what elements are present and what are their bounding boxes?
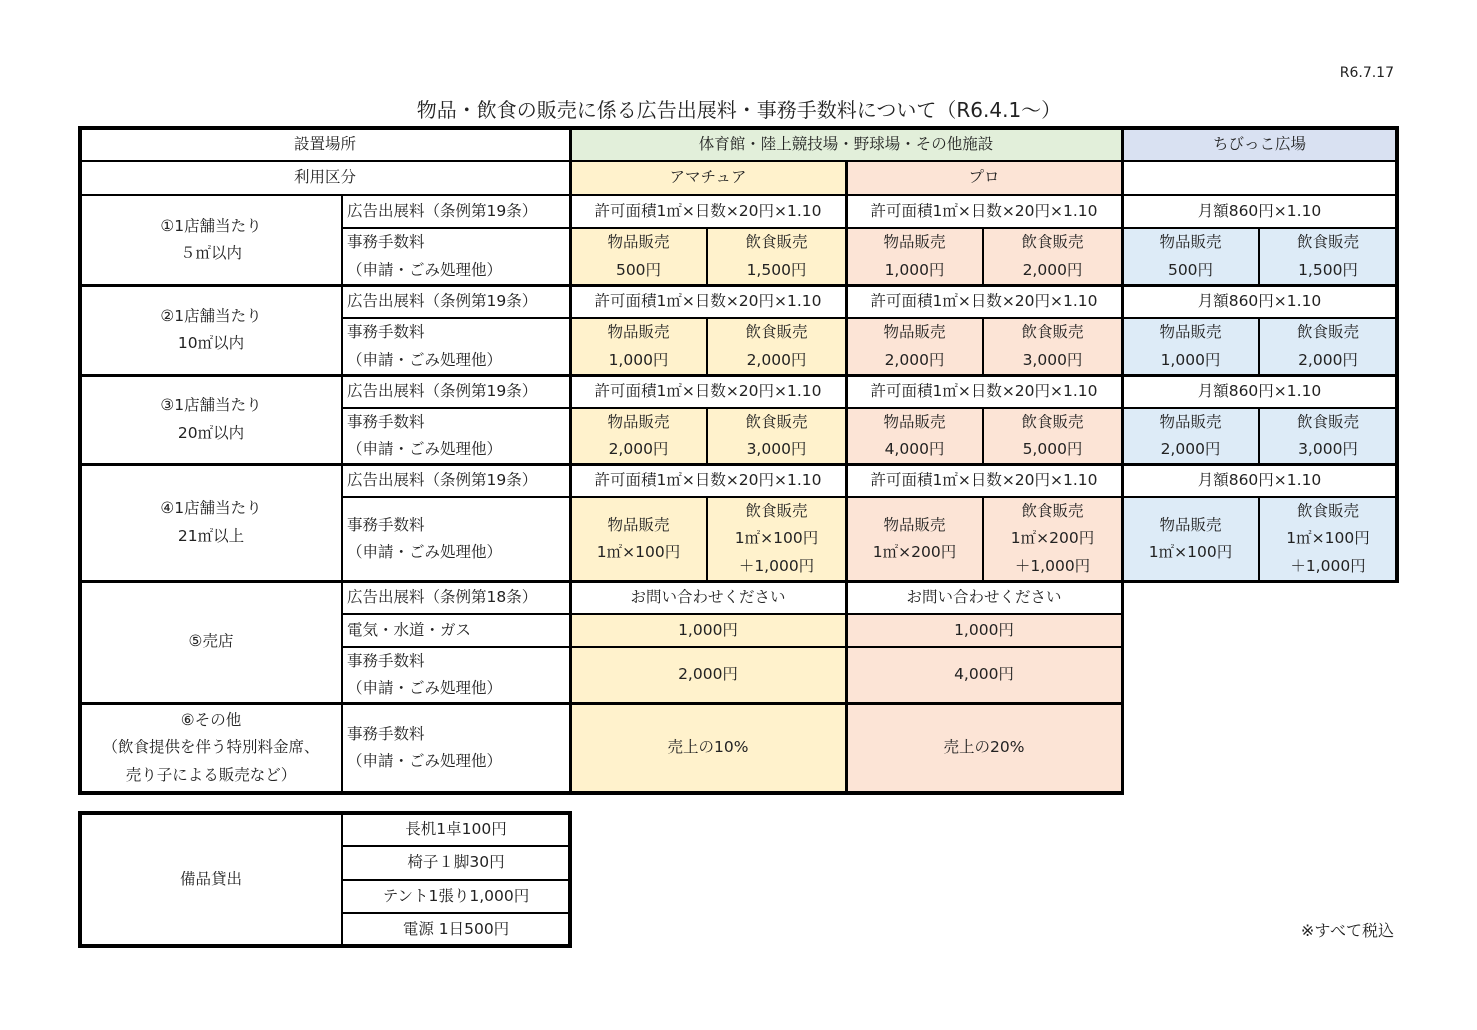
row1-ad-plaza — [1122, 195, 1397, 228]
row2-ad-pro-text: 許可面積1㎡×日数×20円×1.10 — [870, 291, 1098, 310]
row4-plaza-food-text-3: ＋1,000円 — [1290, 556, 1366, 575]
row4-name-text-1: ④1店舗当たり — [160, 499, 262, 518]
row4-plaza-food-text-1: 飲食販売 — [1296, 501, 1359, 520]
row3-pro-goods-text-1: 物品販売 — [883, 412, 946, 431]
grid-line — [80, 463, 1397, 466]
row4-ad-label-text: 広告出展料（条例第19条） — [347, 470, 538, 489]
row1-pro-food-text-1: 飲食販売 — [1021, 233, 1084, 252]
row2-pro-goods — [846, 318, 983, 375]
grid-line — [342, 879, 570, 881]
row3-ad-plaza-text: 月額860円×1.10 — [1197, 381, 1322, 400]
row1-name — [80, 195, 342, 285]
row2-plaza-food-text-2: 2,000円 — [1298, 350, 1358, 369]
grid-line — [982, 228, 984, 285]
grid-line — [982, 408, 984, 464]
row1-ad-pro — [846, 195, 1122, 228]
category-header — [80, 161, 570, 195]
row2-admin-label-text-2: （申請・ごみ処理他） — [347, 350, 503, 369]
row3-amateur-food-text-1: 飲食販売 — [745, 412, 808, 431]
row3-ad-pro — [846, 375, 1122, 408]
row3-plaza-goods-text-1: 物品販売 — [1159, 412, 1222, 431]
row3-name — [80, 375, 342, 464]
facility-header — [570, 128, 1122, 161]
row4-name-text-2: 21㎡以上 — [177, 526, 245, 545]
row2-amateur-food-text-2: 2,000円 — [746, 350, 807, 369]
equipment-item-text: 椅子１脚30円 — [407, 853, 505, 872]
row1-plaza-goods — [1122, 228, 1259, 285]
row1-pro-food-text-2: 2,000円 — [1022, 260, 1083, 279]
row4-plaza-food — [1259, 497, 1397, 581]
row4-plaza-goods — [1122, 497, 1259, 581]
equipment-item — [342, 880, 570, 913]
row1-name-text-2: ５㎡以内 — [179, 244, 242, 262]
other-name — [80, 703, 342, 793]
row2-plaza-goods-text-2: 1,000円 — [1160, 350, 1221, 369]
grid-line — [342, 227, 1397, 229]
grid-line — [80, 284, 1397, 287]
row4-admin-label-text-1: 事務手数料 — [347, 515, 425, 534]
row4-pro-food-text-1: 飲食販売 — [1021, 501, 1084, 520]
row2-amateur-goods-text-1: 物品販売 — [607, 323, 670, 342]
row2-ad-label — [342, 285, 570, 318]
row2-pro-goods-text-2: 2,000円 — [884, 350, 945, 369]
row4-amateur-food-text-2: 1㎡×100円 — [734, 529, 819, 548]
row1-admin-label-text-2: （申請・ごみ処理他） — [347, 260, 503, 279]
other-pro-text: 売上の20% — [943, 738, 1025, 757]
row4-pro-food — [983, 497, 1122, 581]
shop-admin-amateur-text: 2,000円 — [678, 665, 738, 684]
shop-admin-label-text-1: 事務手数料 — [347, 651, 425, 670]
grid-line — [80, 194, 1397, 196]
other-admin-label-text-2: （申請・ごみ処理他） — [347, 752, 503, 770]
row1-plaza-food-text-2: 1,500円 — [1298, 260, 1358, 279]
amateur-header-text: アマチュア — [669, 168, 747, 187]
grid-line — [1395, 126, 1399, 583]
row1-plaza-food — [1259, 228, 1397, 285]
row4-pro-goods-text-2: 1㎡×200円 — [872, 543, 957, 561]
row4-ad-amateur — [570, 464, 846, 497]
row3-admin-label-text-1: 事務手数料 — [347, 412, 425, 431]
row2-amateur-goods — [570, 318, 707, 375]
row2-ad-amateur-text: 許可面積1㎡×日数×20円×1.10 — [594, 291, 822, 310]
grid-line — [80, 126, 1397, 130]
row2-pro-food-text-1: 飲食販売 — [1021, 323, 1084, 342]
shop-admin-pro — [846, 647, 1122, 703]
row3-ad-label — [342, 375, 570, 408]
row4-pro-food-text-2: 1㎡×200円 — [1010, 529, 1095, 548]
grid-line — [342, 912, 570, 914]
grid-line — [706, 318, 708, 375]
equipment-item-text: テント1張り1,000円 — [382, 886, 530, 905]
row2-amateur-food-text-1: 飲食販売 — [745, 323, 808, 342]
shop-util-amateur-text: 1,000円 — [678, 620, 738, 639]
plaza-category-blank — [1122, 161, 1397, 195]
equipment-item — [342, 813, 570, 846]
row4-ad-plaza — [1122, 464, 1397, 497]
row2-pro-goods-text-1: 物品販売 — [883, 323, 946, 342]
shop-util-pro-text: 1,000円 — [954, 620, 1014, 639]
pro-header — [846, 161, 1122, 195]
row4-ad-pro — [846, 464, 1122, 497]
other-admin-label-text-1: 事務手数料 — [347, 724, 425, 743]
other-amateur — [570, 703, 846, 793]
row1-plaza-goods-text-2: 500円 — [1167, 260, 1214, 279]
row1-admin-label — [342, 228, 570, 285]
row4-amateur-food — [707, 497, 846, 581]
shop-admin-label-text-2: （申請・ごみ処理他） — [347, 679, 503, 697]
row3-ad-plaza — [1122, 375, 1397, 408]
row4-pro-goods-text-1: 物品販売 — [883, 515, 946, 534]
grid-line — [1258, 497, 1260, 581]
shop-util-label — [342, 614, 570, 647]
grid-line — [80, 374, 1397, 377]
grid-line — [1258, 318, 1260, 375]
row4-ad-label — [342, 464, 570, 497]
row3-plaza-food-text-2: 3,000円 — [1298, 440, 1358, 458]
row2-amateur-food — [707, 318, 846, 375]
grid-line — [80, 160, 1397, 162]
other-pro — [846, 703, 1122, 793]
row3-plaza-food-text-1: 飲食販売 — [1296, 412, 1359, 431]
row4-plaza-goods-text-1: 物品販売 — [1159, 515, 1222, 534]
grid-line — [341, 195, 343, 793]
row1-amateur-goods-text-1: 物品販売 — [607, 233, 670, 252]
row2-admin-label — [342, 318, 570, 375]
row4-name — [80, 464, 342, 581]
row4-ad-plaza-text: 月額860円×1.10 — [1197, 470, 1322, 489]
shop-ad-pro-text: お問い合わせください — [906, 587, 1062, 606]
grid-line — [80, 944, 570, 948]
grid-line — [342, 646, 1122, 648]
row1-amateur-food-text-1: 飲食販売 — [745, 233, 808, 252]
row1-ad-label-text: 広告出展料（条例第19条） — [347, 201, 538, 220]
row3-amateur-goods — [570, 408, 707, 464]
row1-ad-amateur-text: 許可面積1㎡×日数×20円×1.10 — [594, 201, 822, 220]
shop-admin-amateur — [570, 647, 846, 703]
row1-pro-goods-text-2: 1,000円 — [884, 260, 945, 279]
row3-pro-food-text-2: 5,000円 — [1022, 440, 1083, 458]
row4-pro-goods — [846, 497, 983, 581]
equipment-item-text: 電源 1日500円 — [402, 919, 510, 938]
place-header-text: 設置場所 — [293, 134, 356, 153]
grid-line — [1258, 408, 1260, 464]
row3-pro-food — [983, 408, 1122, 464]
grid-line — [342, 496, 1397, 498]
grid-line — [342, 317, 1397, 319]
row3-name-text-1: ③1店舗当たり — [160, 396, 262, 415]
row2-plaza-goods — [1122, 318, 1259, 375]
row1-amateur-goods — [570, 228, 707, 285]
grid-line — [78, 811, 82, 948]
row2-plaza-goods-text-1: 物品販売 — [1159, 323, 1222, 342]
shop-util-label-text: 電気・水道・ガス — [347, 620, 472, 639]
equipment-item-text: 長机1卓100円 — [405, 819, 507, 838]
grid-line — [80, 791, 1122, 795]
row3-ad-amateur-text: 許可面積1㎡×日数×20円×1.10 — [594, 381, 822, 400]
grid-line — [1258, 228, 1260, 285]
grid-line — [341, 813, 343, 946]
shop-ad-amateur — [570, 581, 846, 614]
page-title: 物品・飲食の販売に係る広告出展料・事務手数料について（R6.4.1～） — [416, 98, 1062, 122]
other-amateur-text: 売上の10% — [667, 738, 749, 757]
shop-name — [80, 581, 342, 703]
row1-plaza-food-text-1: 飲食販売 — [1296, 233, 1359, 252]
grid-line — [78, 126, 82, 795]
row3-pro-goods — [846, 408, 983, 464]
row4-amateur-food-text-3: ＋1,000円 — [738, 556, 815, 575]
row1-ad-amateur — [570, 195, 846, 228]
shop-admin-pro-text: 4,000円 — [954, 665, 1014, 684]
row2-admin-label-text-1: 事務手数料 — [347, 323, 425, 342]
plaza-header — [1122, 128, 1397, 161]
shop-name-text: ⑤売店 — [188, 632, 234, 651]
row3-pro-food-text-1: 飲食販売 — [1021, 412, 1084, 431]
row1-name-text-1: ①1店舗当たり — [160, 216, 262, 235]
row2-ad-pro — [846, 285, 1122, 318]
other-admin-label — [342, 703, 570, 793]
equipment-item — [342, 913, 570, 946]
row4-admin-label — [342, 497, 570, 581]
grid-line — [568, 811, 572, 948]
row4-plaza-goods-text-2: 1㎡×100円 — [1148, 543, 1233, 561]
row3-admin-label-text-2: （申請・ごみ処理他） — [347, 440, 503, 458]
shop-ad-pro — [846, 581, 1122, 614]
shop-ad-label — [342, 581, 570, 614]
row2-name-text-1: ②1店舗当たり — [160, 306, 262, 325]
row2-ad-plaza-text: 月額860円×1.10 — [1197, 291, 1322, 310]
row4-amateur-goods — [570, 497, 707, 581]
row2-ad-amateur — [570, 285, 846, 318]
grid-line — [706, 497, 708, 581]
place-header — [80, 128, 570, 161]
shop-ad-label-text: 広告出展料（条例第18条） — [347, 587, 538, 606]
shop-ad-amateur-text: お問い合わせください — [630, 587, 786, 606]
equipment-label-text: 備品貸出 — [179, 869, 242, 888]
row1-amateur-goods-text-2: 500円 — [615, 260, 662, 279]
grid-line — [342, 407, 1397, 409]
row3-admin-label — [342, 408, 570, 464]
shop-util-amateur — [570, 614, 846, 647]
other-name-text-3: 売り子による販売など） — [125, 765, 297, 784]
row2-ad-label-text: 広告出展料（条例第19条） — [347, 291, 538, 310]
row1-amateur-food — [707, 228, 846, 285]
row2-plaza-food — [1259, 318, 1397, 375]
row3-plaza-food — [1259, 408, 1397, 464]
category-header-text: 利用区分 — [293, 168, 356, 187]
shop-admin-label — [342, 647, 570, 703]
grid-line — [342, 613, 1122, 615]
plaza-header-text: ちびっこ広場 — [1212, 134, 1306, 153]
row4-amateur-goods-text-1: 物品販売 — [607, 515, 670, 534]
row1-plaza-goods-text-1: 物品販売 — [1159, 233, 1222, 252]
row1-pro-goods-text-1: 物品販売 — [883, 233, 946, 252]
row4-ad-amateur-text: 許可面積1㎡×日数×20円×1.10 — [594, 470, 822, 489]
grid-line — [982, 497, 984, 581]
row1-admin-label-text-1: 事務手数料 — [347, 233, 425, 252]
row3-plaza-goods — [1122, 408, 1259, 464]
row3-ad-pro-text: 許可面積1㎡×日数×20円×1.10 — [870, 381, 1098, 400]
row1-amateur-food-text-2: 1,500円 — [746, 260, 807, 279]
grid-line — [1121, 126, 1124, 795]
equipment-label — [80, 813, 342, 946]
grid-line — [80, 811, 570, 815]
row3-amateur-food — [707, 408, 846, 464]
row2-plaza-food-text-1: 飲食販売 — [1296, 323, 1359, 342]
row1-ad-label — [342, 195, 570, 228]
equipment-item — [342, 846, 570, 880]
other-name-text-2: （飲食提供を伴う特別料金席、 — [102, 738, 320, 757]
row1-ad-plaza-text: 月額860円×1.10 — [1197, 201, 1322, 220]
row3-amateur-goods-text-2: 2,000円 — [608, 440, 669, 458]
amateur-header — [570, 161, 846, 195]
row4-ad-pro-text: 許可面積1㎡×日数×20円×1.10 — [870, 470, 1098, 489]
pro-header-text: プロ — [968, 168, 1000, 187]
row2-pro-food-text-2: 3,000円 — [1022, 350, 1083, 369]
shop-util-pro — [846, 614, 1122, 647]
grid-line — [982, 318, 984, 375]
row2-amateur-goods-text-2: 1,000円 — [608, 350, 669, 369]
row4-admin-label-text-2: （申請・ごみ処理他） — [347, 543, 503, 561]
row4-pro-food-text-3: ＋1,000円 — [1014, 556, 1091, 575]
row2-name — [80, 285, 342, 375]
row3-ad-label-text: 広告出展料（条例第19条） — [347, 381, 538, 400]
row4-amateur-food-text-1: 飲食販売 — [745, 501, 808, 520]
row2-pro-food — [983, 318, 1122, 375]
grid-line — [706, 408, 708, 464]
tax-note: ※すべて税込 — [1300, 921, 1394, 940]
row4-plaza-food-text-2: 1㎡×100円 — [1286, 529, 1370, 548]
row3-amateur-food-text-2: 3,000円 — [746, 440, 807, 458]
grid-line — [706, 228, 708, 285]
grid-line — [845, 161, 848, 795]
grid-line — [342, 845, 570, 847]
row3-ad-amateur — [570, 375, 846, 408]
row2-name-text-2: 10㎡以内 — [177, 334, 245, 352]
row3-pro-goods-text-2: 4,000円 — [884, 440, 945, 458]
row4-amateur-goods-text-2: 1㎡×100円 — [596, 543, 681, 561]
row2-ad-plaza — [1122, 285, 1397, 318]
row1-ad-pro-text: 許可面積1㎡×日数×20円×1.10 — [870, 201, 1098, 220]
row1-pro-food — [983, 228, 1122, 285]
grid-line — [80, 580, 1397, 583]
row1-pro-goods — [846, 228, 983, 285]
row3-plaza-goods-text-2: 2,000円 — [1160, 440, 1221, 458]
other-name-text-1: ⑥その他 — [180, 711, 242, 730]
row3-name-text-2: 20㎡以内 — [177, 423, 245, 442]
row3-amateur-goods-text-1: 物品販売 — [607, 412, 670, 431]
grid-line — [80, 702, 1122, 705]
facility-header-text: 体育館・陸上競技場・野球場・その他施設 — [698, 134, 994, 153]
document-date: R6.7.17 — [1339, 65, 1394, 81]
grid-line — [569, 126, 572, 795]
